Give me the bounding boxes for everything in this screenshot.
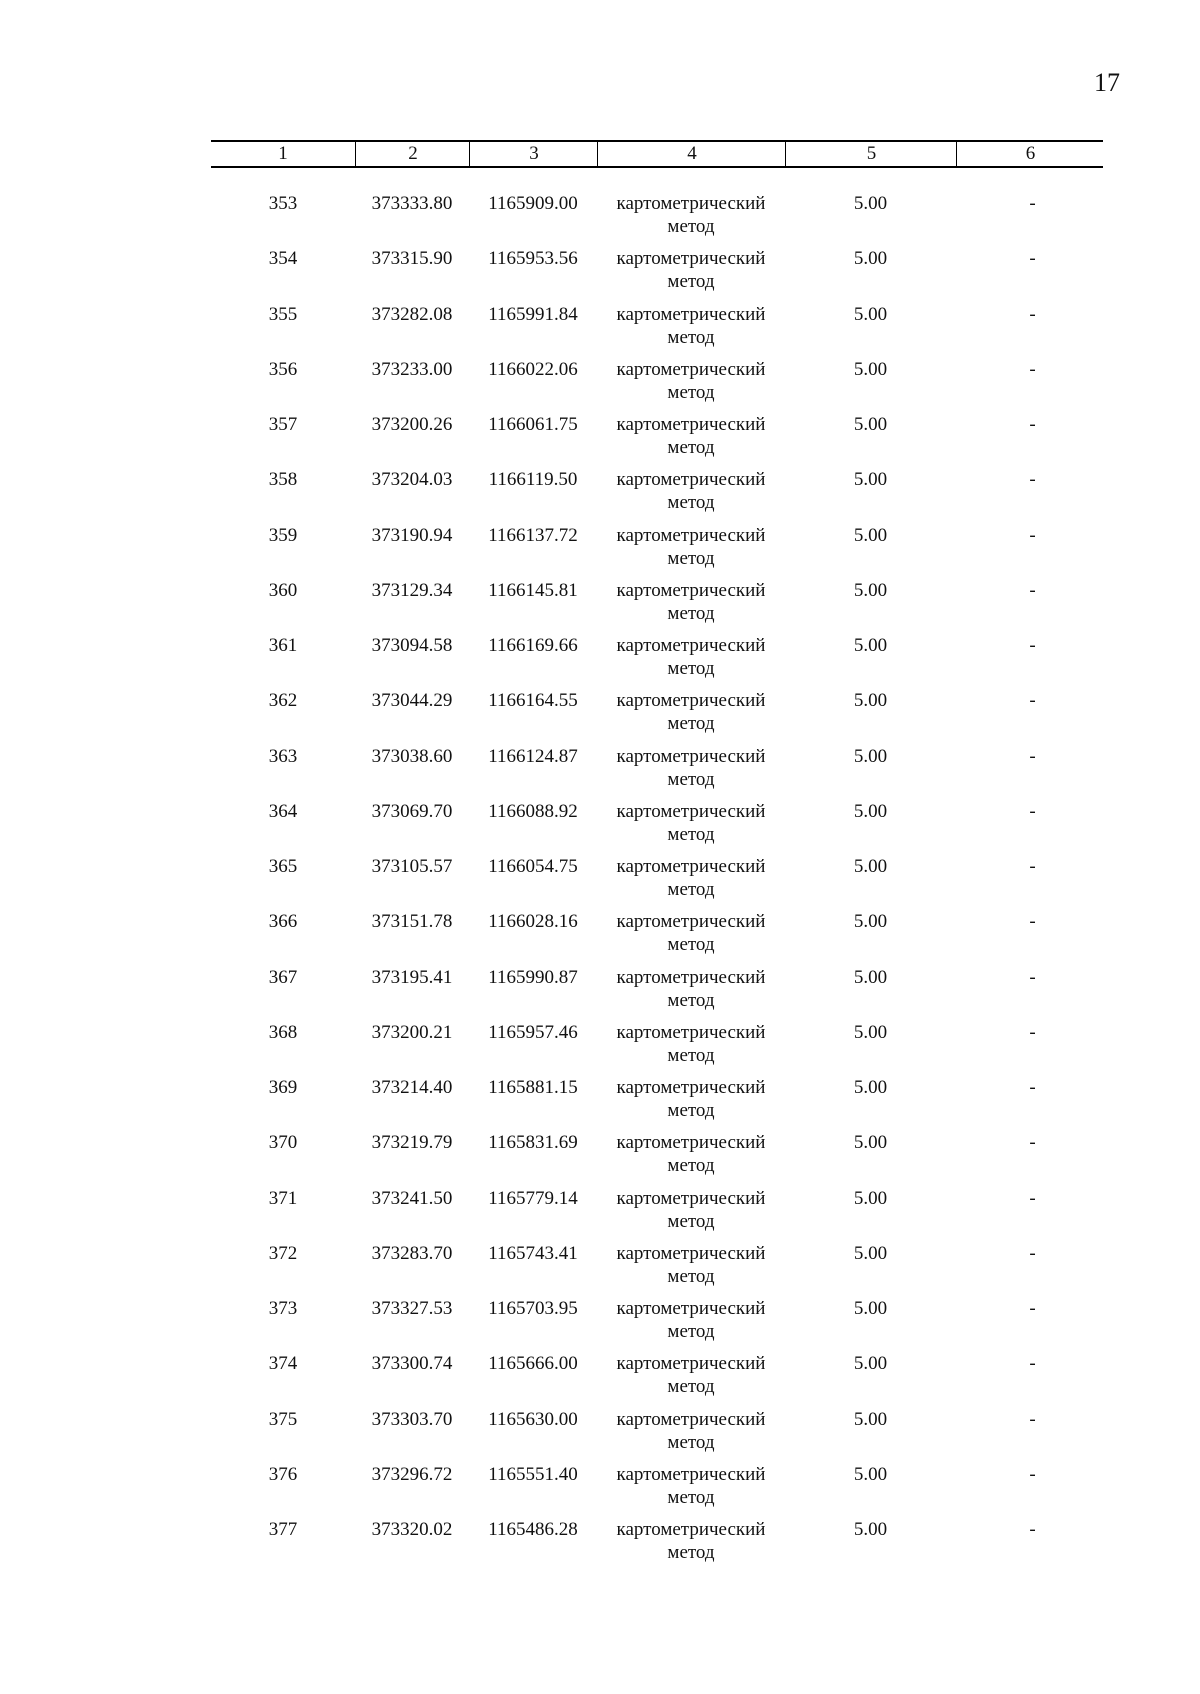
x-coordinate-cell: 373283.70 [371,1242,453,1264]
table-row [211,579,1103,634]
x-coordinate-cell: 373241.50 [371,1187,453,1209]
y-coordinate-cell: 1165881.15 [488,1077,578,1098]
method-line-2: метод [667,216,715,237]
point-number-cell: 353 [268,193,298,214]
method-cell [597,1463,785,1509]
y-coordinate-cell: 1166124.87 [488,745,578,767]
accuracy-cell: 5.00 [853,1077,888,1098]
table-row [211,468,1103,523]
point-number-cell: 357 [268,414,298,435]
table-row [211,1242,1103,1297]
y-coordinate-cell: 1165666.00 [488,1353,578,1375]
y-coordinate-cell: 1166088.92 [488,800,578,822]
table-row [211,910,1103,965]
point-number-cell: 362 [268,690,298,712]
method-line-2: метод [667,879,715,900]
y-coordinate-cell: 1166061.75 [488,414,578,435]
note-cell: - [1029,1298,1036,1319]
y-coordinate-cell: 1166119.50 [488,469,578,491]
method-line-1: картометрический [616,303,766,325]
method-cell [597,1518,785,1564]
header-cell-4: 4 [597,142,786,166]
method-cell [597,1352,785,1398]
accuracy-cell: 5.00 [853,1242,888,1264]
method-line-2: метод [667,602,715,624]
accuracy-cell: 5.00 [853,469,888,491]
table-row [211,745,1103,800]
method-cell [597,966,785,1012]
point-number-cell: 373 [268,1298,298,1319]
method-line-1: картометрический [616,690,766,712]
note-cell: - [1029,800,1036,822]
point-number-cell: 369 [268,1077,298,1098]
accuracy-cell: 5.00 [853,856,888,877]
note-cell: - [1029,358,1036,380]
note-cell: - [1029,911,1036,933]
method-cell [597,855,785,901]
method-line-1: картометрический [616,966,766,988]
method-line-2: метод [667,1321,715,1342]
note-cell: - [1029,1463,1036,1485]
note-cell: - [1029,303,1036,325]
method-line-1: картометрический [616,1408,766,1430]
table-row [211,1352,1103,1407]
method-line-2: метод [667,713,715,735]
method-line-1: картометрический [616,635,766,656]
x-coordinate-cell: 373282.08 [371,303,453,325]
accuracy-cell: 5.00 [853,579,888,601]
y-coordinate-cell: 1165551.40 [488,1463,578,1485]
coordinates-table [211,140,1103,1563]
point-number-cell: 354 [268,248,298,270]
x-coordinate-cell: 373151.78 [371,911,453,933]
y-coordinate-cell: 1166022.06 [488,358,578,380]
method-line-1: картометрический [616,856,766,877]
note-cell: - [1029,193,1036,214]
table-row [211,1297,1103,1352]
table-row [211,855,1103,910]
point-number-cell: 363 [268,745,298,767]
accuracy-cell: 5.00 [853,1408,888,1430]
accuracy-cell: 5.00 [853,358,888,380]
table-row [211,1408,1103,1463]
method-cell [597,303,785,349]
accuracy-cell: 5.00 [853,524,888,546]
x-coordinate-cell: 373214.40 [371,1077,453,1098]
table-row [211,1187,1103,1242]
x-coordinate-cell: 373296.72 [371,1463,453,1485]
x-coordinate-cell: 373320.02 [371,1519,453,1540]
method-line-1: картометрический [616,1187,766,1209]
method-line-2: метод [667,934,715,956]
page-number: 17 [1094,68,1120,97]
table-row [211,634,1103,689]
accuracy-cell: 5.00 [853,745,888,767]
method-cell [597,247,785,293]
point-number-cell: 367 [268,966,298,988]
x-coordinate-cell: 373044.29 [371,690,453,712]
x-coordinate-cell: 373190.94 [371,524,453,546]
point-number-cell: 359 [268,524,298,546]
method-cell [597,800,785,846]
accuracy-cell: 5.00 [853,1463,888,1485]
method-line-1: картометрический [616,911,766,933]
table-row [211,524,1103,579]
accuracy-cell: 5.00 [853,911,888,933]
x-coordinate-cell: 373038.60 [371,745,453,767]
note-cell: - [1029,966,1036,988]
method-line-1: картометрический [616,1077,766,1098]
point-number-cell: 358 [268,469,298,491]
point-number-cell: 355 [268,303,298,325]
note-cell: - [1029,1519,1036,1540]
method-cell [597,1297,785,1343]
method-line-1: картометрический [616,800,766,822]
table-body [211,192,1103,1573]
y-coordinate-cell: 1165909.00 [488,193,578,214]
method-line-1: картометрический [616,1132,766,1154]
table-row [211,358,1103,413]
point-number-cell: 375 [268,1408,298,1430]
x-coordinate-cell: 373195.41 [371,966,453,988]
point-number-cell: 356 [268,358,298,380]
method-cell [597,1076,785,1122]
note-cell: - [1029,248,1036,270]
x-coordinate-cell: 373094.58 [371,635,453,656]
note-cell: - [1029,856,1036,877]
x-coordinate-cell: 373333.80 [371,193,453,214]
y-coordinate-cell: 1165953.56 [488,248,578,270]
accuracy-cell: 5.00 [853,1519,888,1540]
header-cell-1: 1 [278,143,288,164]
method-line-2: метод [667,1431,715,1453]
header-cell-2: 2 [355,142,470,166]
method-cell [597,634,785,680]
accuracy-cell: 5.00 [853,635,888,656]
accuracy-cell: 5.00 [853,303,888,325]
accuracy-cell: 5.00 [853,248,888,270]
table-row [211,689,1103,744]
note-cell: - [1029,745,1036,767]
method-line-2: метод [667,1155,715,1177]
table-row [211,192,1103,247]
accuracy-cell: 5.00 [853,966,888,988]
point-number-cell: 374 [268,1353,298,1375]
table-row [211,413,1103,468]
method-line-1: картометрический [616,579,766,601]
y-coordinate-cell: 1166028.16 [488,911,578,933]
point-number-cell: 371 [268,1187,298,1209]
method-line-2: метод [667,989,715,1011]
note-cell: - [1029,1187,1036,1209]
x-coordinate-cell: 373200.26 [371,414,453,435]
method-cell [597,468,785,514]
point-number-cell: 372 [268,1242,298,1264]
method-cell [597,579,785,625]
y-coordinate-cell: 1165779.14 [488,1187,578,1209]
x-coordinate-cell: 373219.79 [371,1132,453,1154]
method-line-1: картометрический [616,1463,766,1485]
method-cell [597,745,785,791]
point-number-cell: 364 [268,800,298,822]
accuracy-cell: 5.00 [853,193,888,214]
table-row [211,303,1103,358]
method-line-1: картометрический [616,248,766,270]
table-row [211,966,1103,1021]
method-cell [597,1021,785,1067]
method-line-2: метод [667,437,715,458]
method-line-2: метод [667,658,715,679]
method-cell [597,413,785,459]
method-line-2: метод [667,823,715,845]
method-cell [597,358,785,404]
x-coordinate-cell: 373300.74 [371,1353,453,1375]
accuracy-cell: 5.00 [853,690,888,712]
method-line-1: картометрический [616,193,766,214]
note-cell: - [1029,1132,1036,1154]
method-cell [597,1408,785,1454]
point-number-cell: 377 [268,1519,298,1540]
note-cell: - [1029,1077,1036,1098]
method-line-1: картометрический [616,524,766,546]
method-line-1: картометрический [616,1353,766,1375]
note-cell: - [1029,1242,1036,1264]
method-cell [597,689,785,735]
x-coordinate-cell: 373200.21 [371,1021,453,1043]
y-coordinate-cell: 1166164.55 [488,690,578,712]
method-line-1: картометрический [616,469,766,491]
method-line-2: метод [667,1376,715,1398]
accuracy-cell: 5.00 [853,1021,888,1043]
note-cell: - [1029,635,1036,656]
accuracy-cell: 5.00 [853,1132,888,1154]
x-coordinate-cell: 373204.03 [371,469,453,491]
method-line-2: метод [667,768,715,790]
accuracy-cell: 5.00 [853,414,888,435]
method-cell [597,1187,785,1233]
point-number-cell: 365 [268,856,298,877]
y-coordinate-cell: 1165990.87 [488,966,578,988]
note-cell: - [1029,524,1036,546]
method-line-1: картометрический [616,1298,766,1319]
point-number-cell: 368 [268,1021,298,1043]
y-coordinate-cell: 1166145.81 [488,579,578,601]
x-coordinate-cell: 373303.70 [371,1408,453,1430]
note-cell: - [1029,1408,1036,1430]
method-line-2: метод [667,1265,715,1287]
table-row [211,1076,1103,1131]
method-line-1: картометрический [616,745,766,767]
x-coordinate-cell: 373069.70 [371,800,453,822]
y-coordinate-cell: 1165957.46 [488,1021,578,1043]
method-line-2: метод [667,326,715,348]
method-line-2: метод [667,1486,715,1508]
method-cell [597,524,785,570]
method-line-1: картометрический [616,1519,766,1540]
y-coordinate-cell: 1166169.66 [488,635,578,656]
method-line-2: метод [667,381,715,403]
method-cell [597,192,785,238]
point-number-cell: 360 [268,579,298,601]
note-cell: - [1029,690,1036,712]
note-cell: - [1029,579,1036,601]
y-coordinate-cell: 1165486.28 [488,1519,578,1540]
x-coordinate-cell: 373129.34 [371,579,453,601]
method-line-2: метод [667,1100,715,1121]
note-cell: - [1029,414,1036,435]
table-row [211,800,1103,855]
table-row [211,1131,1103,1186]
x-coordinate-cell: 373315.90 [371,248,453,270]
y-coordinate-cell: 1165991.84 [488,303,578,325]
y-coordinate-cell: 1166054.75 [488,856,578,877]
table-row [211,247,1103,302]
header-cell-3: 3 [469,142,598,166]
method-cell [597,1242,785,1288]
point-number-cell: 361 [268,635,298,656]
table-row [211,1463,1103,1518]
method-line-2: метод [667,1542,715,1563]
method-cell [597,910,785,956]
header-cell-6: 6 [956,142,1104,166]
x-coordinate-cell: 373233.00 [371,358,453,380]
note-cell: - [1029,1353,1036,1375]
accuracy-cell: 5.00 [853,1353,888,1375]
point-number-cell: 376 [268,1463,298,1485]
method-line-2: метод [667,271,715,293]
method-line-2: метод [667,1044,715,1066]
method-line-1: картометрический [616,1242,766,1264]
note-cell: - [1029,469,1036,491]
point-number-cell: 370 [268,1132,298,1154]
method-line-2: метод [667,1210,715,1232]
y-coordinate-cell: 1166137.72 [488,524,578,546]
y-coordinate-cell: 1165703.95 [488,1298,578,1319]
table-header-row [211,140,1103,168]
note-cell: - [1029,1021,1036,1043]
method-line-1: картометрический [616,414,766,435]
accuracy-cell: 5.00 [853,1187,888,1209]
accuracy-cell: 5.00 [853,800,888,822]
x-coordinate-cell: 373105.57 [371,856,453,877]
method-line-2: метод [667,547,715,569]
y-coordinate-cell: 1165831.69 [488,1132,578,1154]
x-coordinate-cell: 373327.53 [371,1298,453,1319]
method-line-2: метод [667,492,715,514]
y-coordinate-cell: 1165630.00 [488,1408,578,1430]
point-number-cell: 366 [268,911,298,933]
method-line-1: картометрический [616,1021,766,1043]
method-line-1: картометрический [616,358,766,380]
accuracy-cell: 5.00 [853,1298,888,1319]
table-row [211,1021,1103,1076]
method-cell [597,1131,785,1177]
header-cell-5: 5 [785,142,957,166]
table-row [211,1518,1103,1573]
y-coordinate-cell: 1165743.41 [488,1242,578,1264]
